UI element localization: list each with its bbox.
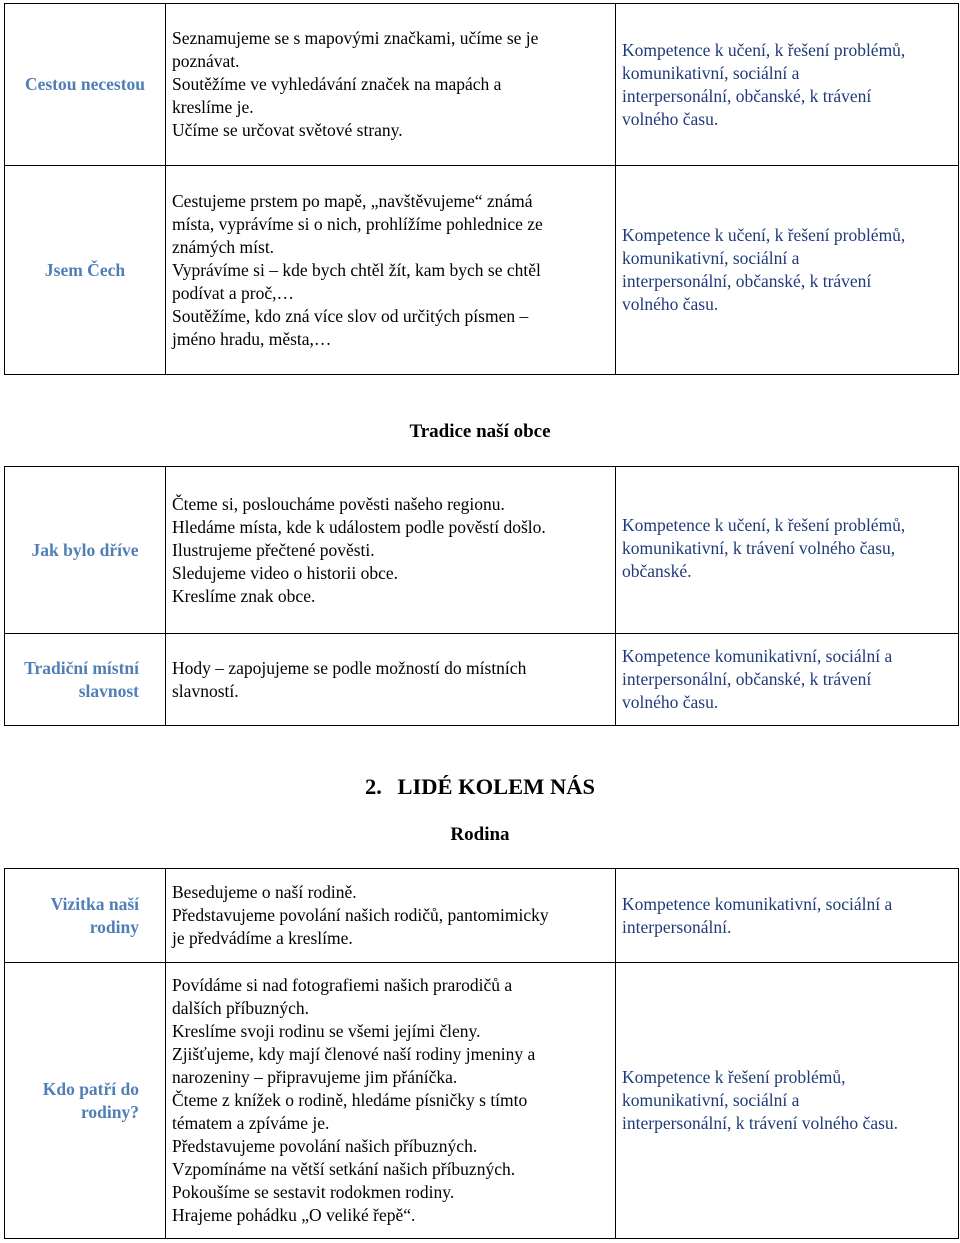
table-row — [5, 166, 959, 375]
topic-cell: Tradiční místní slavnost — [5, 634, 166, 726]
table-tradice — [4, 466, 959, 726]
topic-cell: Jak bylo dříve — [5, 467, 166, 634]
activities-cell: Seznamujeme se s mapovými značkami, učíme se je poznávat. Soutěžíme ve vyhledávání značek na mapách a kreslíme je. Učíme se určovat světové strany. — [166, 4, 616, 166]
section-title-rodina: Rodina — [450, 824, 510, 845]
activities-cell: Cestujeme prstem po mapě, „navštěvujeme“ známá místa, vyprávíme si o nich, prohlížíme pohlednice ze známých míst. Vyprávíme si – kde bych chtěl žít, kam bych se chtěl podívat a proč,… Soutěžíme, kdo zná více slov od určitých písmen – jméno hradu, města,… — [166, 166, 616, 375]
competences-cell: Kompetence k řešení problémů, komunikativní, sociální a interpersonální, k trávení volného času. — [616, 963, 959, 1239]
activities-cell: Besedujeme o naší rodině. Představujeme povolání našich rodičů, pantomimicky je předvádíme a kreslíme. — [166, 869, 616, 963]
table-row — [5, 963, 959, 1239]
table-row — [5, 869, 959, 963]
competences-cell: Kompetence k učení, k řešení problémů, komunikativní, sociální a interpersonální, občanské, k trávení volného času. — [616, 166, 959, 375]
activities-cell: Čteme si, posloucháme pověsti našeho regionu. Hledáme místa, kde k událostem podle pověstí došlo. Ilustrujeme přečtené pověsti. Sledujeme video o historii obce. Kreslíme znak obce. — [166, 467, 616, 634]
table-row — [5, 634, 959, 726]
competences-cell: Kompetence komunikativní, sociální a interpersonální. — [616, 869, 959, 963]
section-title-tradice: Tradice naší obce — [409, 421, 551, 442]
table-row — [5, 467, 959, 634]
topic-cell: Kdo patří do rodiny? — [5, 963, 166, 1239]
competences-cell: Kompetence k učení, k řešení problémů, komunikativní, k trávení volného času, občanské. — [616, 467, 959, 634]
table-1 — [4, 3, 959, 375]
chapter-title — [0, 774, 960, 800]
competences-cell: Kompetence k učení, k řešení problémů, komunikativní, sociální a interpersonální, občanské, k trávení volného času. — [616, 4, 959, 166]
topic-cell: Jsem Čech — [5, 166, 166, 375]
topic-cell: Vizitka naší rodiny — [5, 869, 166, 963]
competences-cell: Kompetence komunikativní, sociální a interpersonální, občanské, k trávení volného času. — [616, 634, 959, 726]
activities-cell: Povídáme si nad fotografiemi našich prarodičů a dalších příbuzných. Kreslíme svoji rodinu se všemi jejími členy. Zjišťujeme, kdy mají členové naší rodiny jmeniny a narozeniny – připravujeme jim přáníčka. Čteme z knížek o rodině, hledáme písničky s tímto tématem a zpíváme je. Představujeme povolání našich příbuzných. Vzpomínáme na větší setkání našich příbuzných. Pokoušíme se sestavit rodokmen rodiny. Hrajeme pohádku „O veliké řepě“. — [166, 963, 616, 1239]
table-row — [5, 4, 959, 166]
chapter-name: LIDÉ KOLEM NÁS — [397, 774, 596, 799]
chapter-number: 2. — [364, 774, 382, 799]
activities-cell: Hody – zapojujeme se podle možností do místních slavností. — [166, 634, 616, 726]
table-rodina — [4, 868, 959, 1239]
topic-cell: Cestou necestou — [5, 4, 166, 166]
